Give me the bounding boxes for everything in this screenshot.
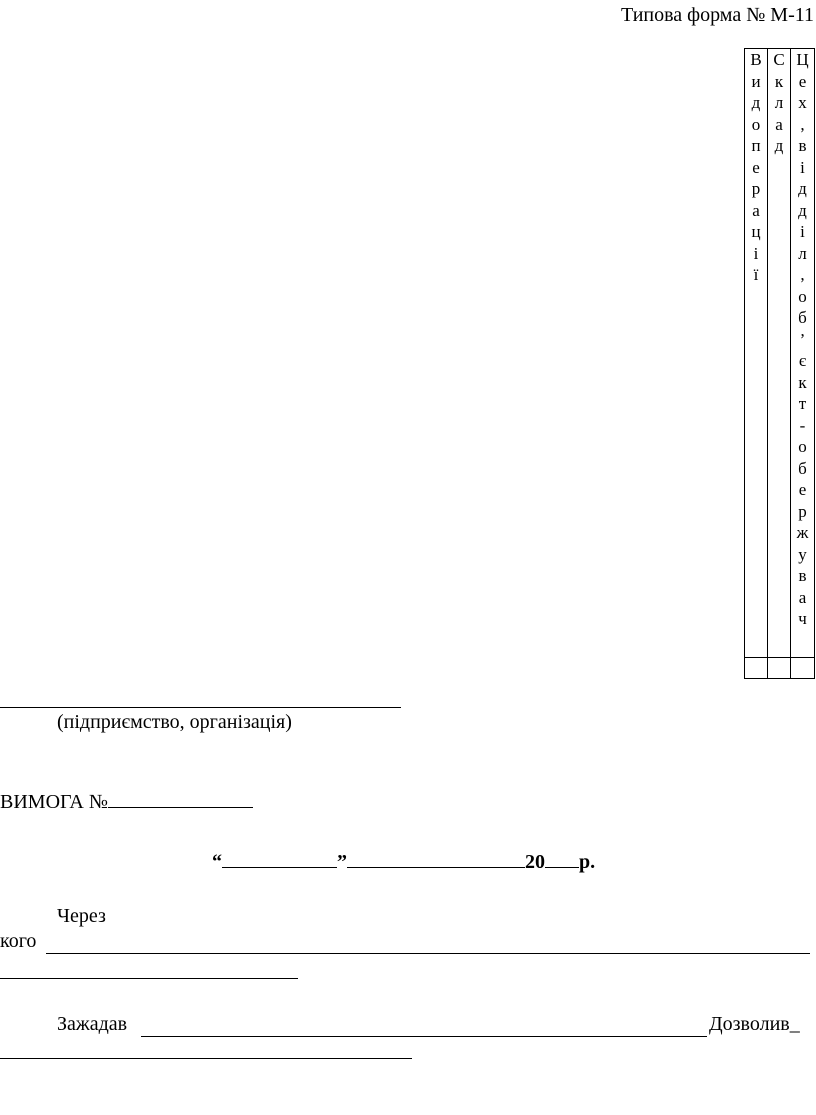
vertical-char: ’ <box>799 329 806 349</box>
day-field[interactable] <box>222 851 337 868</box>
open-quote: “ <box>212 851 222 873</box>
vertical-char: В <box>750 50 762 69</box>
vertical-text-recipient <box>791 49 814 630</box>
vertical-char: - <box>799 415 806 435</box>
vertical-char: о <box>751 114 761 134</box>
operation-table <box>744 48 815 679</box>
vertical-char: е <box>798 71 807 91</box>
vertical-char: а <box>798 587 807 607</box>
vertical-char: и <box>751 71 761 91</box>
demand-heading <box>0 791 253 814</box>
form-code: Типова форма № М-11 <box>620 4 814 26</box>
cell-warehouse[interactable] <box>768 658 791 679</box>
vertical-char: д <box>798 179 807 198</box>
vertical-char: ч <box>798 609 807 628</box>
vertical-char: і <box>800 157 805 177</box>
vertical-char: т <box>798 394 807 413</box>
vertical-char: С <box>773 50 785 69</box>
permitted-line[interactable] <box>0 1058 412 1059</box>
vertical-char: б <box>798 458 807 478</box>
vertical-char: о <box>798 437 807 456</box>
vertical-char: д <box>751 93 761 112</box>
year-prefix: 20 <box>525 851 545 873</box>
vertical-char: р <box>751 179 761 198</box>
permitted-label: Дозволив_ <box>709 1013 800 1035</box>
vertical-char: п <box>751 136 761 155</box>
through-label: Через <box>57 905 106 927</box>
vertical-char: в <box>798 136 807 155</box>
date-line <box>212 851 595 874</box>
vertical-char: б <box>798 308 807 327</box>
cell-recipient[interactable] <box>791 658 815 679</box>
vertical-text-operation-type <box>745 49 767 286</box>
vertical-char: к <box>798 372 807 392</box>
vertical-char: к <box>774 71 784 91</box>
demand-number-field[interactable] <box>108 791 253 808</box>
year-suffix: р. <box>579 851 596 873</box>
vertical-char: і <box>800 222 805 241</box>
vertical-char: ж <box>796 523 809 542</box>
vertical-char: р <box>798 501 807 521</box>
vertical-char: Ц <box>796 50 809 69</box>
cell-operation-type[interactable] <box>745 658 768 679</box>
enterprise-line[interactable] <box>0 707 401 708</box>
vertical-char: л <box>774 93 784 112</box>
vertical-char: о <box>798 286 807 306</box>
vertical-char: , <box>800 265 805 284</box>
vertical-char: е <box>752 157 760 177</box>
vertical-text-warehouse <box>768 49 790 157</box>
vertical-char: у <box>798 544 807 564</box>
year-field[interactable] <box>545 851 579 868</box>
demand-label: ВИМОГА № <box>0 791 108 813</box>
requested-label: Зажадав <box>57 1013 128 1035</box>
enterprise-caption: (підприємство, організація) <box>57 711 292 733</box>
vertical-char: е <box>798 480 807 499</box>
vertical-char: а <box>775 114 783 134</box>
header-recipient <box>791 49 815 658</box>
through-whom-line-2[interactable] <box>0 978 298 979</box>
vertical-char: х <box>798 93 807 112</box>
through-whom-line[interactable] <box>46 953 810 954</box>
vertical-char: , <box>800 114 805 134</box>
vertical-char: ц <box>751 222 761 241</box>
month-field[interactable] <box>347 851 525 868</box>
vertical-char: л <box>798 243 807 263</box>
vertical-char: д <box>798 200 807 220</box>
whom-label: кого <box>0 930 37 952</box>
close-quote: ” <box>337 851 347 873</box>
header-warehouse <box>768 49 791 658</box>
requested-line[interactable] <box>141 1036 707 1037</box>
vertical-char: є <box>798 351 807 370</box>
vertical-char: і <box>753 243 759 263</box>
vertical-char: в <box>798 566 807 585</box>
header-operation-type <box>745 49 768 658</box>
vertical-char: ї <box>753 265 759 284</box>
vertical-char: а <box>752 200 760 220</box>
vertical-char: д <box>774 136 784 155</box>
